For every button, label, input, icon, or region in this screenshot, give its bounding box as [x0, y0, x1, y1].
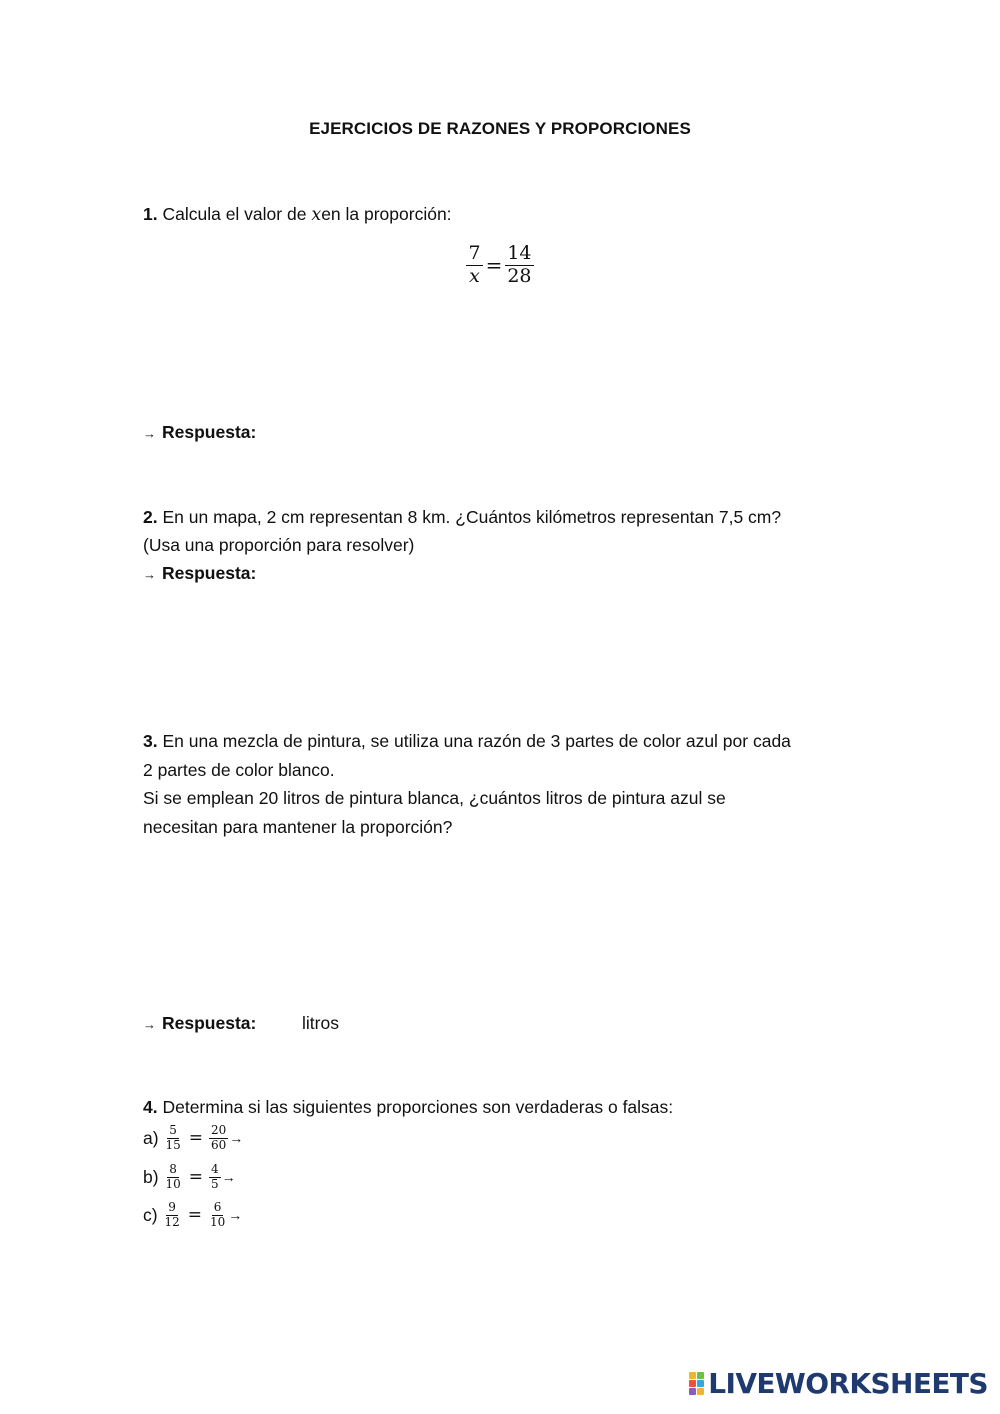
logo-square: [697, 1388, 704, 1395]
q4-item-c-den2: 10: [209, 1214, 226, 1229]
q4-item-a-equals: =: [188, 1128, 203, 1149]
q2-statement-line1: [143, 507, 781, 528]
q4-item-b-fraction2: [209, 1163, 221, 1192]
q4-item-a: [143, 1124, 243, 1153]
q4-item-c-fraction2: [208, 1201, 227, 1230]
q4-item-a-den2: 60: [210, 1137, 227, 1152]
q4-item-b: [143, 1163, 236, 1192]
q4-number: 4.: [143, 1097, 158, 1117]
q4-item-c: [143, 1201, 242, 1230]
q4-item-c-fraction1: [162, 1201, 181, 1230]
liveworksheets-logo[interactable]: [689, 1367, 988, 1400]
logo-square: [697, 1372, 704, 1379]
q3-answer: [143, 1013, 256, 1034]
q3-text-line4: necesitan para mantener la proporción?: [143, 817, 453, 837]
q3-text-line2: 2 partes de color blanco.: [143, 760, 335, 780]
q3-statement-line1: [143, 731, 791, 752]
q2-text-line2: (Usa una proporción para resolver): [143, 535, 415, 555]
q4-item-b-arrow-icon: →: [221, 1169, 236, 1186]
q1-left-fraction: [466, 243, 482, 288]
q4-item-a-den1: 15: [165, 1137, 181, 1152]
q3-answer-unit: litros: [302, 1013, 339, 1033]
q4-item-a-fraction1: [163, 1124, 182, 1153]
q4-item-b-den2: 5: [210, 1176, 219, 1191]
q4-statement: [143, 1097, 673, 1118]
q4-item-b-equals: =: [188, 1167, 203, 1188]
q1-answer: [143, 422, 256, 443]
q3-answer-label: Respuesta:: [162, 1013, 257, 1033]
q4-item-c-den1: 12: [164, 1214, 180, 1229]
q4-item-b-den1: 10: [165, 1176, 181, 1191]
q1-equals: =: [485, 253, 503, 278]
q4-item-b-fraction1: [163, 1163, 182, 1192]
q1-right-numerator: 14: [507, 242, 532, 264]
q4-item-c-num1: 9: [168, 1200, 176, 1214]
q4-item-a-num2: 20: [210, 1123, 227, 1137]
logo-square: [689, 1372, 696, 1379]
q4-item-a-fraction2: [209, 1124, 228, 1153]
q1-text-before: Calcula el valor de: [157, 204, 312, 224]
q1-statement: [143, 204, 452, 225]
q4-item-a-label: a): [143, 1127, 159, 1148]
q2-answer-arrow-icon: →: [143, 567, 156, 582]
liveworksheets-brand: LIVEWORKSHEETS: [708, 1367, 988, 1400]
q1-number: 1.: [143, 204, 158, 224]
q3-text-line3: Si se emplean 20 litros de pintura blanca, ¿cuántos litros de pintura azul se: [143, 788, 726, 808]
q2-answer: [143, 563, 256, 584]
q1-answer-label: Respuesta:: [162, 422, 257, 442]
q4-item-a-num1: 5: [169, 1123, 177, 1137]
q4-item-b-num2: 4: [210, 1162, 219, 1176]
q1-left-denominator: x: [469, 264, 480, 287]
q4-item-c-arrow-icon: →: [228, 1207, 243, 1224]
q1-answer-arrow-icon: →: [143, 426, 156, 441]
q1-right-denominator: 28: [507, 264, 532, 287]
q4-text: Determina si las siguientes proporciones son verdaderas o falsas:: [157, 1097, 674, 1117]
q4-item-c-equals: =: [187, 1205, 202, 1226]
liveworksheets-logo-icon: [689, 1372, 704, 1395]
logo-square: [697, 1380, 704, 1387]
q2-answer-label: Respuesta:: [162, 563, 257, 583]
q3-number: 3.: [143, 731, 158, 751]
q1-left-numerator: 7: [468, 242, 481, 264]
page-title: EJERCICIOS DE RAZONES Y PROPORCIONES: [309, 119, 691, 138]
q3-answer-arrow-icon: →: [143, 1017, 156, 1032]
q1-text-after: en la proporción:: [321, 204, 452, 224]
q1-equation: [0, 243, 1000, 288]
q2-number: 2.: [143, 507, 158, 527]
q4-item-c-label: c): [143, 1204, 158, 1225]
q4-item-b-label: b): [143, 1166, 159, 1187]
logo-square: [689, 1380, 696, 1387]
q1-variable: x: [311, 205, 322, 225]
q2-text-line1: En un mapa, 2 cm representan 8 km. ¿Cuántos kilómetros representan 7,5 cm?: [157, 507, 782, 527]
q3-text-line1: En una mezcla de pintura, se utiliza una razón de 3 partes de color azul por cada: [157, 731, 791, 751]
q4-item-c-num2: 6: [213, 1200, 222, 1214]
q4-item-a-arrow-icon: →: [229, 1130, 244, 1147]
q1-right-fraction: [505, 243, 533, 288]
logo-square: [689, 1388, 696, 1395]
q4-item-b-num1: 8: [169, 1162, 177, 1176]
